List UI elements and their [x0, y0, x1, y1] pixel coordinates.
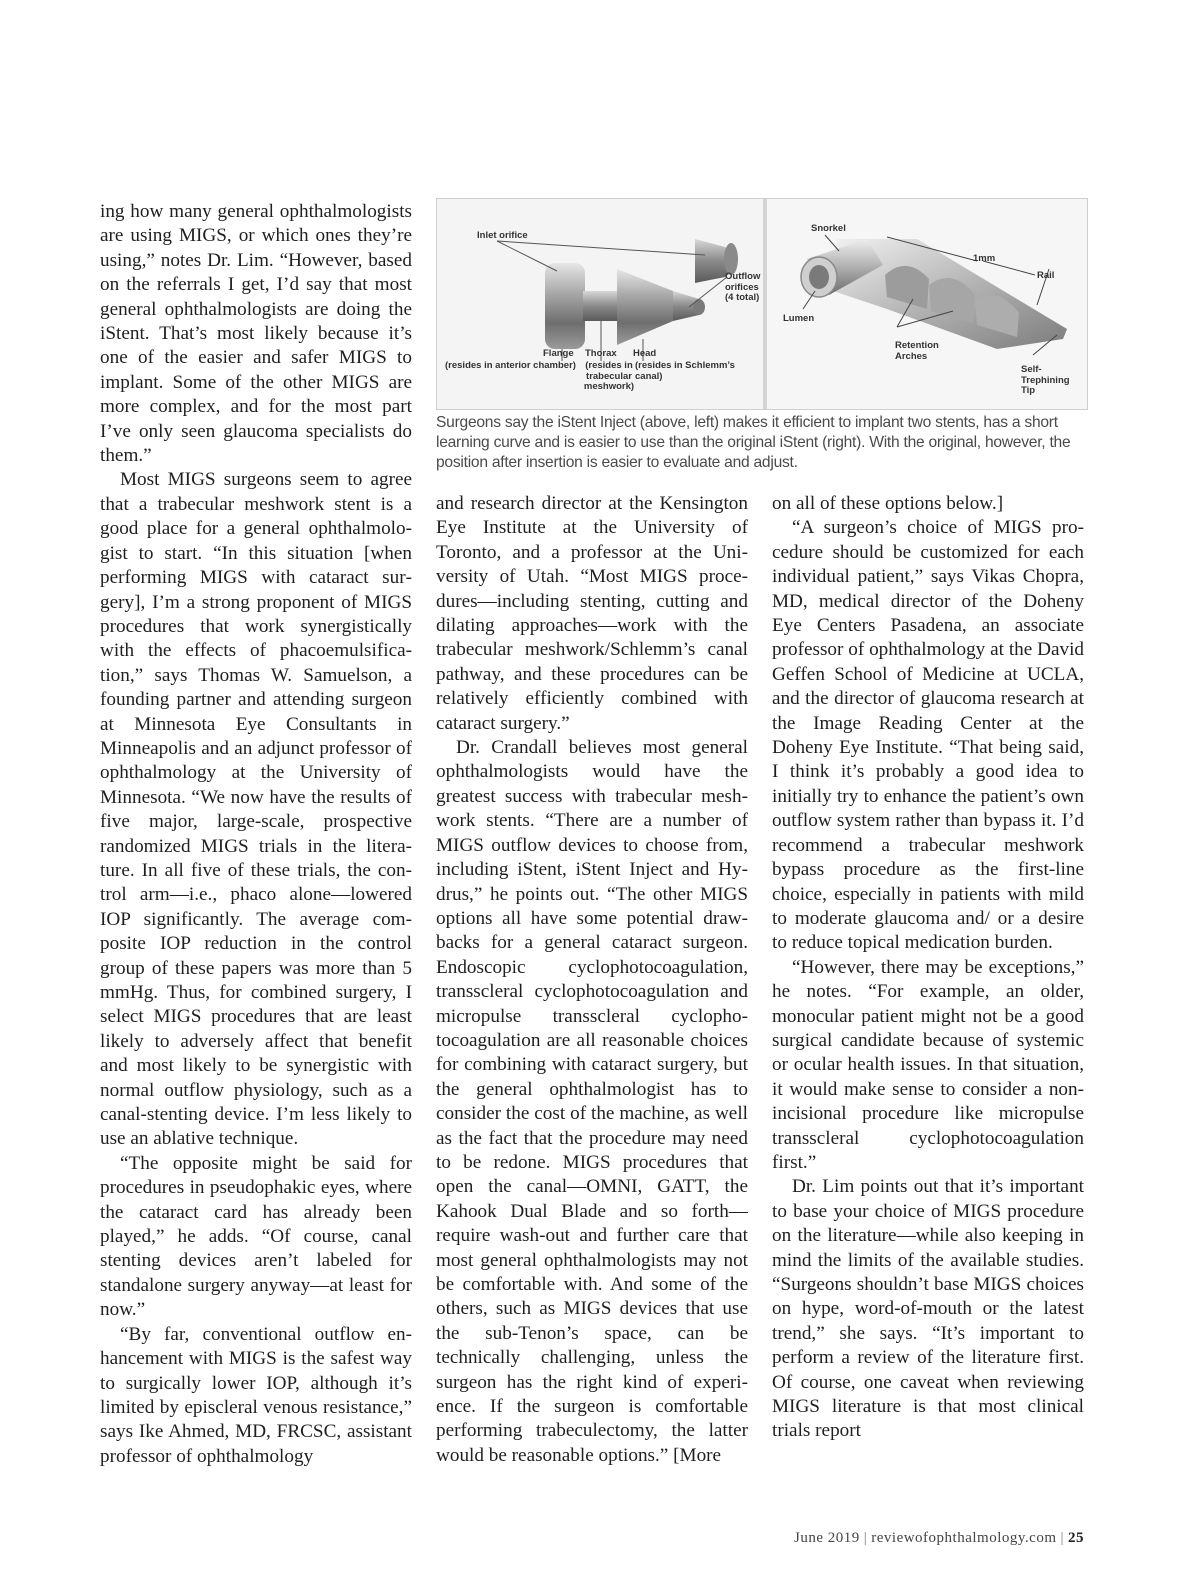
- label-retention-arches: Retention Arches: [895, 340, 939, 362]
- label-head: Head: [633, 348, 657, 359]
- label-rail: Rail: [1037, 270, 1055, 281]
- label-self-trephining-tip: Self-Trephining Tip: [1021, 364, 1070, 396]
- paragraph: “The opposite might be said for procedures in pseudophakic eyes, where the cataract card has already been played,” he adds. “Of course, canal stenting devices aren’t labeled for standalone surgery anyway—at least for now.”: [100, 1152, 412, 1321]
- website-link[interactable]: reviewofophthalmology.com: [871, 1530, 1057, 1546]
- footer-separator: |: [1060, 1530, 1064, 1546]
- istent-inject-image: [437, 199, 763, 409]
- footer-separator: |: [863, 1530, 868, 1546]
- label-flange: Flange: [543, 348, 574, 359]
- label-thorax: Thorax: [585, 348, 617, 359]
- label-lumen: Lumen: [783, 313, 815, 324]
- istent-figure: [436, 198, 1088, 410]
- issue-date: June 2019: [793, 1530, 860, 1546]
- paragraph: “However, there may be exceptions,” he notes. “For example, an older, monocular patient might not be a good surgical candidate because of systemic or ocular health issues. In that situation, it would make sense to consider a non-incisional procedure like micropulse transscleral cyclophotocoagulation first.”: [772, 956, 1084, 1173]
- istent-original-image: [767, 199, 1087, 409]
- figure-caption: Surgeons say the iStent Inject (above, left) makes it efficient to implant two stents, has a short learning curve and is easier to use than the original iStent (right). With the original, however, the position after insertion is easier to evaluate and adjust.: [436, 414, 1071, 471]
- label-1mm: 1mm: [973, 253, 996, 264]
- article-column-3: [772, 492, 1084, 1444]
- paragraph: Most MIGS surgeons seem to agree that a trabecular meshwork stent is a good place for a general ophthalmologist to start. “In this situation [when performing MIGS with cataract surgery], I’m a strong proponent of MIGS procedures that work synergistically with the effects of phacoemulsification,” says Thomas W. Samuelson, a founding partner and attending surgeon at Minnesota Eye Consultants in Minneapolis and an adjunct professor of ophthalmology at the University of Minnesota. “We now have the results of five major, large-scale, prospective randomized MIGS trials in the literature. In all five of these trials, the control arm—i.e., phaco alone—lowered IOP significantly. The average composite IOP reduction in the control group of these papers was more than 5 mmHg. Thus, for combined surgery, I select MIGS procedures that are least likely to adversely affect that benefit and most likely to be synergistic with normal outflow physiology, such as a canal-stenting device. I’m less likely to use an ablative technique.: [100, 469, 412, 1150]
- label-head-location: (resides in Schlemm’s canal): [635, 360, 735, 382]
- paragraph: ing how many general ophthalmologists are using MIGS, or which ones they’re using,” notes Dr. Lim. “However, based on the referrals I get, I’d say that most general ophthalmologists are doing the iStent. That’s most likely because it’s one of the easier and safer MIGS to implant. Some of the other MIGS are more complex, and for the most part I’ve only seen glaucoma specialists do them.”: [100, 201, 412, 467]
- page-number: 25: [1068, 1530, 1084, 1546]
- label-thorax-location: (resides in trabecular meshwork): [583, 360, 635, 392]
- paragraph: “A surgeon’s choice of MIGS procedure should be customized for each individual patient,” says Vikas Chopra, MD, medical director of the Doheny Eye Centers Pasadena, an associate professor of ophthalmology at the David Geffen School of Medicine at UCLA, and the director of glaucoma research at the Image Reading Center at the Doheny Eye Institute. “That being said, I think it’s probably a good idea to initially try to enhance the patient’s own outflow system rather than bypass it. I’d recommend a trabecular meshwork bypass procedure as the first-line choice, especially in patients with mild to moderate glaucoma and/ or a desire to reduce topical medication burden.: [772, 517, 1084, 954]
- label-flange-location: (resides in anterior chamber): [445, 360, 576, 371]
- article-column-2: [436, 492, 748, 1468]
- paragraph: on all of these options below.]: [772, 493, 1004, 514]
- paragraph: “By far, conventional outflow enhancement with MIGS is the safest way to surgically lower IOP, although it’s limited by episcleral venous resistance,” says Ike Ahmed, MD, FRCSC, assistant professor of ophthalmology: [100, 1323, 412, 1467]
- label-outflow-orifices: Outflow orifices (4 total): [725, 271, 761, 303]
- paragraph: Dr. Lim points out that it’s important to base your choice of MIGS procedure on the literature—while also keeping in mind the limits of the available studies. “Surgeons shouldn’t base MIGS choices on hype, word-of-mouth or the latest trend,” she says. “It’s important to perform a review of the literature first. Of course, one caveat when reviewing MIGS literature is that most clinical trials report: [772, 1176, 1084, 1442]
- label-inlet-orifice: Inlet orifice: [477, 230, 528, 241]
- page-footer: [600, 1530, 1084, 1547]
- paragraph: Dr. Crandall believes most general ophthalmologists would have the greatest success with trabecular meshwork stents. “There are a number of MIGS outflow devices to choose from, including iStent, iStent Inject and Hydrus,” he points out. “The other MIGS options all have some potential drawbacks for a general cataract surgeon. Endoscopic cyclophotocoagulation, transscleral cyclophotocoagulation and micropulse transscleral cyclophotocoagulation are all reasonable choices for combining with cataract surgery, but the general ophthalmologist has to consider the cost of the machine, as well as the fact that the procedure may need to be redone. MIGS procedures that open the canal—OMNI, GATT, the Kahook Dual Blade and so forth—require wash-out and further care that most general ophthalmologists may not be comfortable with. And some of the others, such as MIGS devices that use the sub-Tenon’s space, can be technically challenging, unless the surgeon has the right kind of experience. If the surgeon is comfortable performing trabeculectomy, the latter would be reasonable options.” [More: [436, 737, 748, 1466]
- label-snorkel: Snorkel: [811, 223, 846, 234]
- article-column-1: [100, 200, 412, 1469]
- paragraph: and research director at the Kensington Eye Institute at the University of Toronto, and a professor at the University of Utah. “Most MIGS procedures—including stenting, cutting and dilating approaches—work with the trabecular meshwork/Schlemm’s canal pathway, and these procedures can be relatively efficiently combined with cataract surgery.”: [436, 493, 748, 734]
